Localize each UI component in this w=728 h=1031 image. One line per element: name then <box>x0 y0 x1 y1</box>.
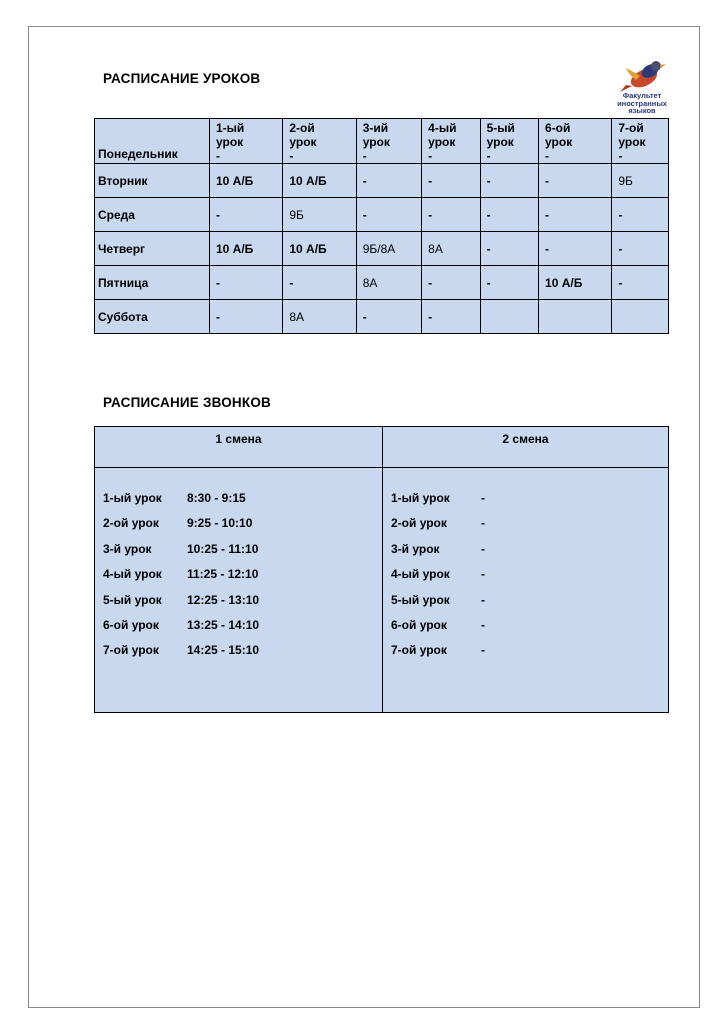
lesson-cell: - <box>612 232 669 266</box>
lesson-cell: - <box>210 300 283 334</box>
lesson-cell: - <box>422 164 480 198</box>
lesson-cell: - <box>422 198 480 232</box>
bells-body-row <box>95 468 669 713</box>
bell-row: 4-ый урок 11:25 - 12:10 <box>103 567 259 582</box>
bell-row: 7-ой урок 14:25 - 15:10 <box>103 643 260 658</box>
lesson-cell <box>480 300 538 334</box>
lesson-cell: 9Б <box>612 164 669 198</box>
lesson-cell: - <box>210 266 283 300</box>
shift-2-times <box>383 468 669 713</box>
bell-row: 5-ый урок 12:25 - 13:10 <box>103 592 260 607</box>
lesson-cell: 8А <box>356 266 421 300</box>
bell-row: 6-ой урок 13:25 - 14:10 <box>103 617 260 632</box>
bell-row: 2-ой урок 9:25 - 10:10 <box>103 516 253 531</box>
lesson-cell: 10 А/Б <box>210 164 283 198</box>
shift-1-header: 1 смена <box>95 427 383 468</box>
lessons-schedule-title: РАСПИСАНИЕ УРОКОВ <box>103 71 261 86</box>
day-cell: Среда <box>95 198 210 232</box>
lesson-cell: - <box>356 198 421 232</box>
lessons-row-friday <box>95 266 669 300</box>
bell-row: 6-ой урок - <box>391 617 485 632</box>
lesson-cell: - <box>612 198 669 232</box>
lesson-cell: 9Б <box>283 198 356 232</box>
lesson-cell: - <box>422 300 480 334</box>
lessons-header-row <box>95 119 669 164</box>
logo-caption: Факультет иностранных языков <box>617 91 667 115</box>
lesson-cell: - <box>480 198 538 232</box>
lesson-cell: - <box>210 198 283 232</box>
lesson-cell: - <box>612 266 669 300</box>
faculty-logo <box>606 56 678 118</box>
day-cell: Четверг <box>95 232 210 266</box>
bell-row: 2-ой урок - <box>391 516 485 531</box>
bell-row: 1-ый урок - <box>391 491 485 505</box>
bells-table <box>94 426 669 713</box>
lessons-row-thursday <box>95 232 669 266</box>
lesson-cell: - <box>356 300 421 334</box>
lesson-cell: 10 А/Б <box>539 266 612 300</box>
lesson-cell: 9Б/8А <box>356 232 421 266</box>
bell-row: 5-ый урок - <box>391 592 485 607</box>
day-cell: Понедельник <box>95 119 210 164</box>
bell-row: 1-ый урок 8:30 - 9:15 <box>103 491 246 505</box>
bells-schedule-title: РАСПИСАНИЕ ЗВОНКОВ <box>103 395 271 410</box>
lesson-cell: - <box>539 198 612 232</box>
bells-header-row <box>95 427 669 468</box>
lesson-header-2: 2-ой урок - <box>283 119 356 164</box>
bell-row: 3-й урок - <box>391 541 485 556</box>
lesson-header-5: 5-ый урок - <box>480 119 538 164</box>
lesson-cell: - <box>422 266 480 300</box>
lesson-cell: - <box>539 232 612 266</box>
bell-row: 7-ой урок - <box>391 643 485 658</box>
lesson-cell: 10 А/Б <box>283 164 356 198</box>
lessons-row-tuesday <box>95 164 669 198</box>
lessons-table <box>94 118 669 334</box>
shift-2-header: 2 смена <box>383 427 669 468</box>
lesson-cell: - <box>480 266 538 300</box>
lesson-cell: 8А <box>283 300 356 334</box>
bell-row: 3-й урок 10:25 - 11:10 <box>103 541 259 556</box>
lesson-header-7: 7-ой урок - <box>612 119 669 164</box>
shift-1-times <box>95 468 383 713</box>
lessons-row-saturday <box>95 300 669 334</box>
day-cell: Пятница <box>95 266 210 300</box>
lesson-header-6: 6-ой урок - <box>539 119 612 164</box>
lesson-cell: - <box>480 164 538 198</box>
day-cell: Вторник <box>95 164 210 198</box>
lesson-header-3: 3-ий урок - <box>356 119 421 164</box>
lessons-row-wednesday <box>95 198 669 232</box>
lesson-header-4: 4-ый урок - <box>422 119 480 164</box>
lesson-cell <box>539 300 612 334</box>
bell-row: 4-ый урок - <box>391 567 485 582</box>
lesson-cell <box>612 300 669 334</box>
lesson-cell: - <box>480 232 538 266</box>
lesson-cell: 10 А/Б <box>210 232 283 266</box>
lesson-header-1: 1-ый урок - <box>210 119 283 164</box>
lesson-cell: 8А <box>422 232 480 266</box>
lesson-cell: - <box>283 266 356 300</box>
lesson-cell: - <box>356 164 421 198</box>
bird-logo-icon <box>606 56 678 96</box>
lesson-cell: - <box>539 164 612 198</box>
lesson-cell: 10 А/Б <box>283 232 356 266</box>
day-cell: Суббота <box>95 300 210 334</box>
